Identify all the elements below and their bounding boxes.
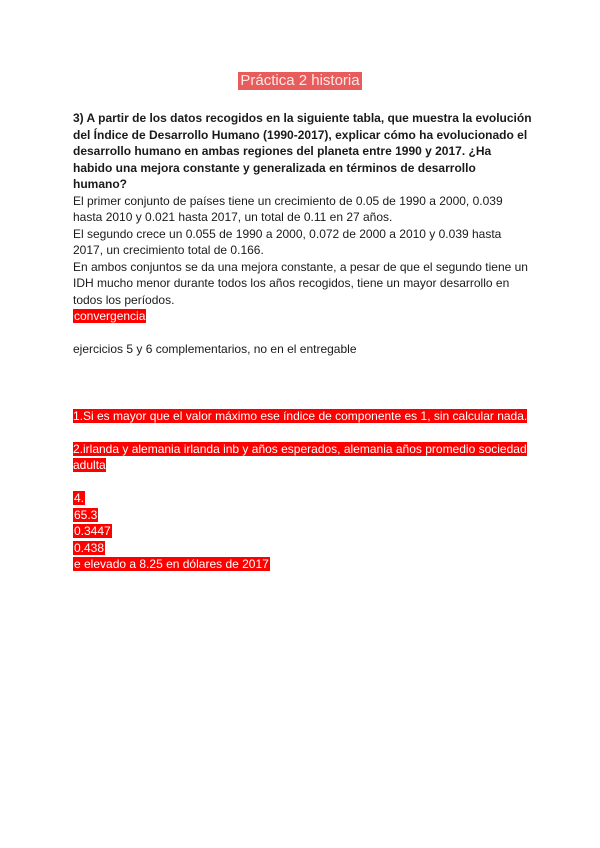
question-text: 3) A partir de los datos recogidos en la siguiente tabla, que muestra la evolución del Índice de Desarrollo Humano (1990-2017), explicar cómo ha evolucionado el desarrollo humano en ambas regiones del planeta entre 1990 y 2017. ¿Ha habido una mejora constante y generalizada en términos de desarrollo humano? [73, 111, 532, 191]
note-text: ejercicios 5 y 6 complementarios, no en el entregable [73, 342, 357, 356]
spacer [73, 325, 533, 342]
answer-paragraph-3: En ambos conjuntos se da una mejora constante, a pesar de que el segundo tiene un IDH mucho menor durante todos los años recogidos, tiene un mayor desarrollo en todos los períodos. [73, 259, 528, 307]
exercise-4-line: 0.3447 [74, 524, 111, 538]
document-body [73, 110, 533, 573]
exercise-1-text: 1.Si es mayor que el valor máximo ese índice de componente es 1, sin calcular nada. [73, 408, 528, 423]
answer-paragraph-1: El primer conjunto de países tiene un crecimiento de 0.05 de 1990 a 2000, 0.039 hasta 2010 y 0.021 hasta 2017, un total de 0.11 en 27 años. [73, 193, 503, 224]
spacer [73, 474, 533, 491]
answer-paragraph-2: El segundo crece un 0.055 de 1990 a 2000, 0.072 de 2000 a 2010 y 0.039 hasta 2017, un crecimiento total de 0.166. [73, 226, 502, 257]
highlight-convergencia: convergencia [74, 309, 146, 323]
exercise-4-line: 65.3 [74, 507, 98, 522]
exercise-2-text: 2.irlanda y alemania irlanda inb y años esperados, alemania años promedio sociedad adulta [73, 441, 527, 472]
exercise-4-line: 4. [74, 491, 85, 505]
spacer [73, 424, 533, 441]
spacer [73, 358, 533, 408]
document-title: Práctica 2 historia [240, 72, 360, 89]
title-container [0, 72, 600, 90]
exercise-4-line: e elevado a 8.25 en dólares de 2017 [74, 557, 269, 571]
exercise-4-line: 0.438 [74, 540, 105, 555]
